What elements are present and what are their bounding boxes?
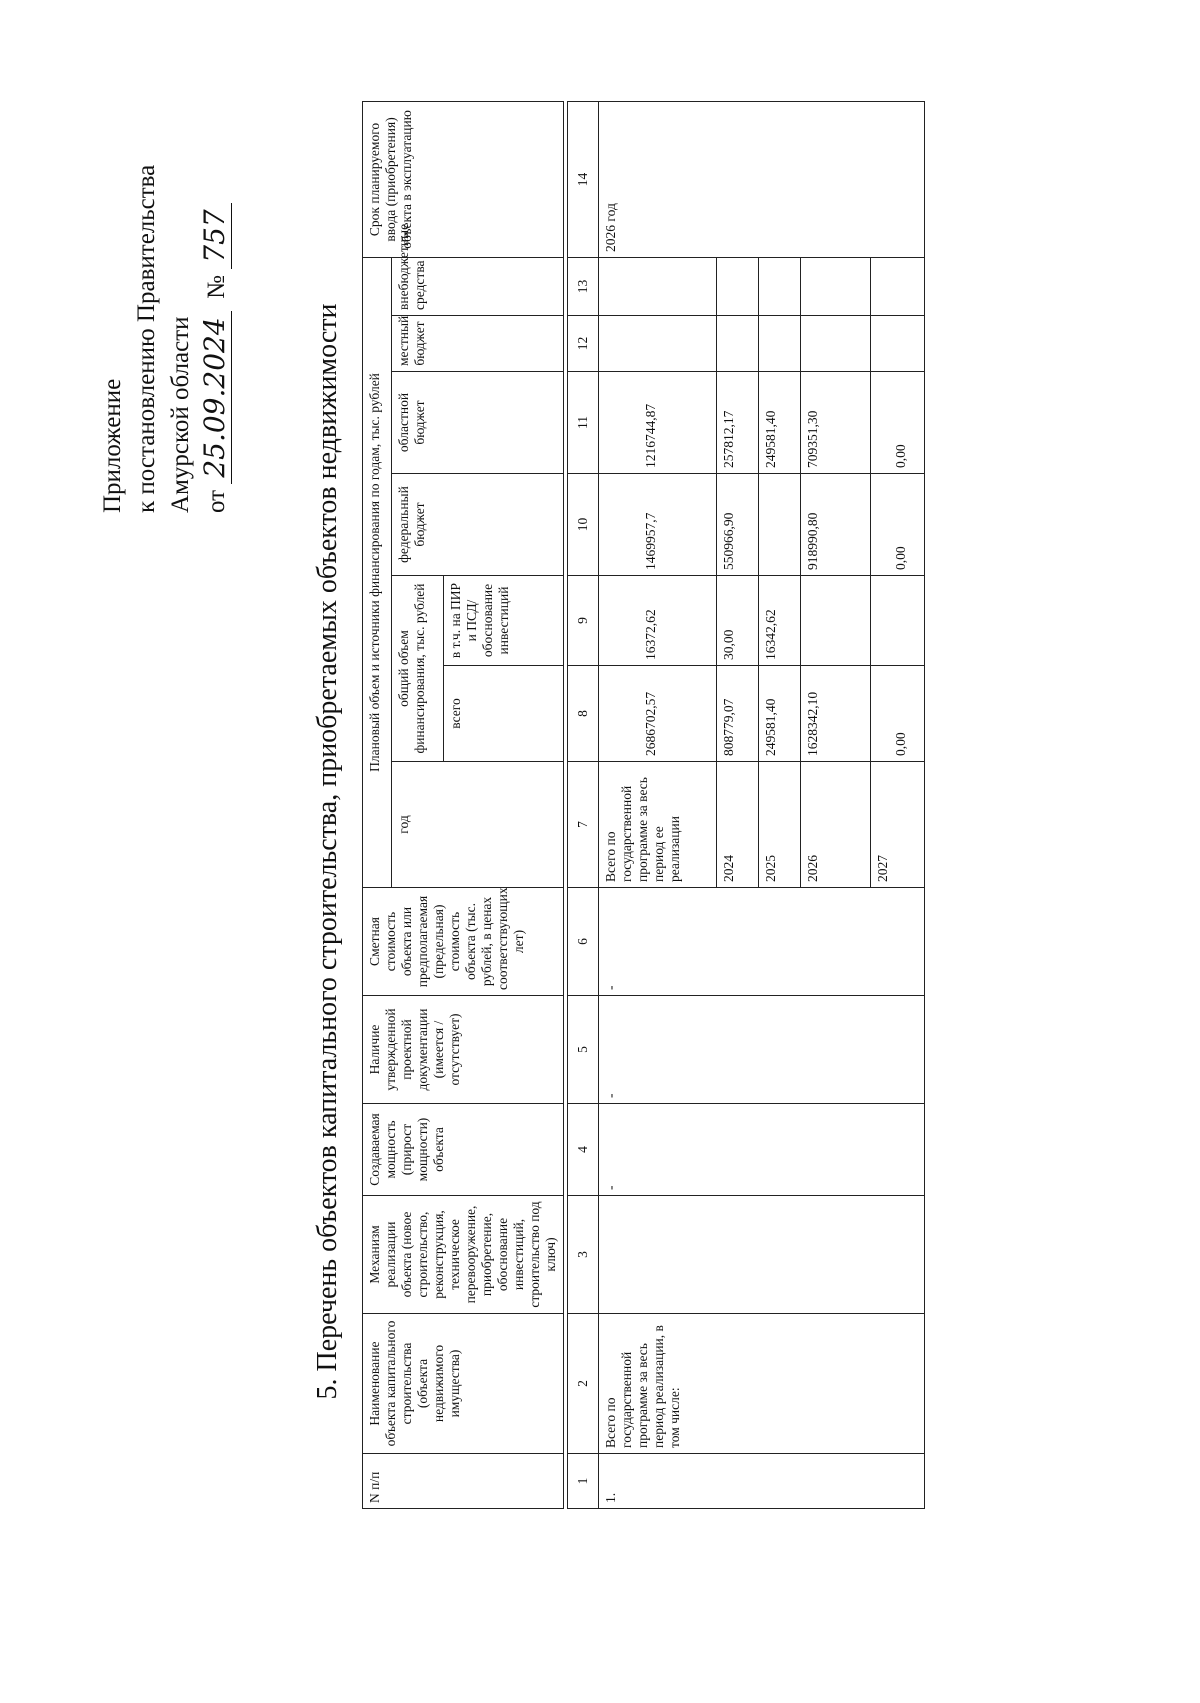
regional-cell: 709351,30 [801,372,871,474]
federal-cell: 918990,80 [801,474,871,576]
pir-cell: 16372,62 [599,576,717,666]
header-all: всего [444,666,564,762]
year-cell: 2026 [801,762,871,888]
extra-cell [599,257,717,315]
extra-cell [717,257,759,315]
col-number: 1 [568,1454,599,1509]
header-incl-pir: в т.ч. на ПИР и ПСД/обоснование инвестиций [444,576,564,666]
row-design: - [599,996,925,1104]
row-num: 1. [599,1454,925,1509]
header-year: год [392,762,564,888]
year-cell: Всего по государственной программе за весь период ее реализации [599,762,717,888]
total-cell: 808779,07 [717,666,759,762]
regional-cell: 1216744,87 [599,372,717,474]
federal-cell: 1469957,7 [599,474,717,576]
col-number: 2 [568,1314,599,1454]
federal-cell: 550966,90 [717,474,759,576]
local-cell [599,316,717,372]
header-local: местный бюджет [392,316,564,372]
extra-cell [871,257,925,315]
header-deadline: Срок планируемого ввода (приобретения) объекта в эксплуатацию [363,101,564,257]
regional-cell: 249581,40 [759,372,801,474]
federal-cell: 0,00 [871,474,925,576]
header-regional: областной бюджет [392,372,564,474]
year-cell: 2025 [759,762,801,888]
year-cell: 2027 [871,762,925,888]
col-number: 13 [568,257,599,315]
number-label: № [203,274,230,299]
header-planned: Плановый объем и источники финансирования по годам, тыс. рублей [363,257,392,887]
header-total-funding: общий объем финансирования, тыс. рублей [392,576,444,762]
row-capacity: - [599,1104,925,1196]
total-cell: 2686702,57 [599,666,717,762]
local-cell [801,316,871,372]
row-cost: - [599,888,925,996]
appendix-header [96,93,234,513]
deadline-cell: 2026 год [599,101,925,257]
header-mechanism: Механизм реализации объекта (новое строительство, реконструкция, техническое перевооружение, приобретение, обоснование инвестиций, строительство под ключ) [363,1196,564,1314]
appendix-label: Приложение [99,378,126,513]
total-cell: 1628342,10 [801,666,871,762]
extra-cell [759,257,801,315]
header-row-1 [363,101,392,1508]
regional-cell: 0,00 [871,372,925,474]
header-design: Наличие утвержденной проектной документации (имеется /отсутствует) [363,996,564,1104]
regional-cell: 257812,17 [717,372,759,474]
table-row [599,101,717,1508]
row-mechanism [599,1196,925,1314]
extra-cell [801,257,871,315]
total-cell: 0,00 [871,666,925,762]
col-number: 12 [568,316,599,372]
col-number: 11 [568,372,599,474]
page-title: 5. Перечень объектов капитального строительства, приобретаемых объектов недвижимости [312,303,343,1400]
from-label: от [203,489,230,513]
pir-cell [801,576,871,666]
total-cell: 249581,40 [759,666,801,762]
local-cell [871,316,925,372]
pir-cell [871,576,925,666]
appendix-region: Амурской области [167,316,194,513]
col-number: 3 [568,1196,599,1314]
appendix-decree: к постановлению Правительства [133,164,160,513]
header-name: Наименование объекта капитального строительства (объекта недвижимого имущества) [363,1314,564,1454]
pir-cell: 16342,62 [759,576,801,666]
decree-number: 757 [198,203,232,268]
pir-cell: 30,00 [717,576,759,666]
local-cell [759,316,801,372]
local-cell [717,316,759,372]
header-federal: федеральный бюджет [392,474,564,576]
col-number: 8 [568,666,599,762]
col-number: 6 [568,888,599,996]
decree-date: 25.09.2024 [198,311,232,483]
col-number: 9 [568,576,599,666]
col-number: 5 [568,996,599,1104]
federal-cell [759,474,801,576]
header-cost: Сметная стоимость объекта или предполагаемая (предельная) стоимость объекта (тыс. рублей, в ценах соответствующих лет) [363,888,564,996]
capital-objects-table [362,101,925,1509]
col-number: 10 [568,474,599,576]
appendix-date-line [198,93,234,513]
col-number: 14 [568,101,599,257]
row-name: Всего по государственной программе за весь период реализации, в том числе: [599,1314,925,1454]
header-extra: внебюджетные средства [392,257,564,315]
year-cell: 2024 [717,762,759,888]
header-num: N п/п [363,1454,564,1509]
col-number: 7 [568,762,599,888]
header-capacity: Создаваемая мощность (прирост мощности) объекта [363,1104,564,1196]
column-numbers-row [568,101,599,1508]
col-number: 4 [568,1104,599,1196]
